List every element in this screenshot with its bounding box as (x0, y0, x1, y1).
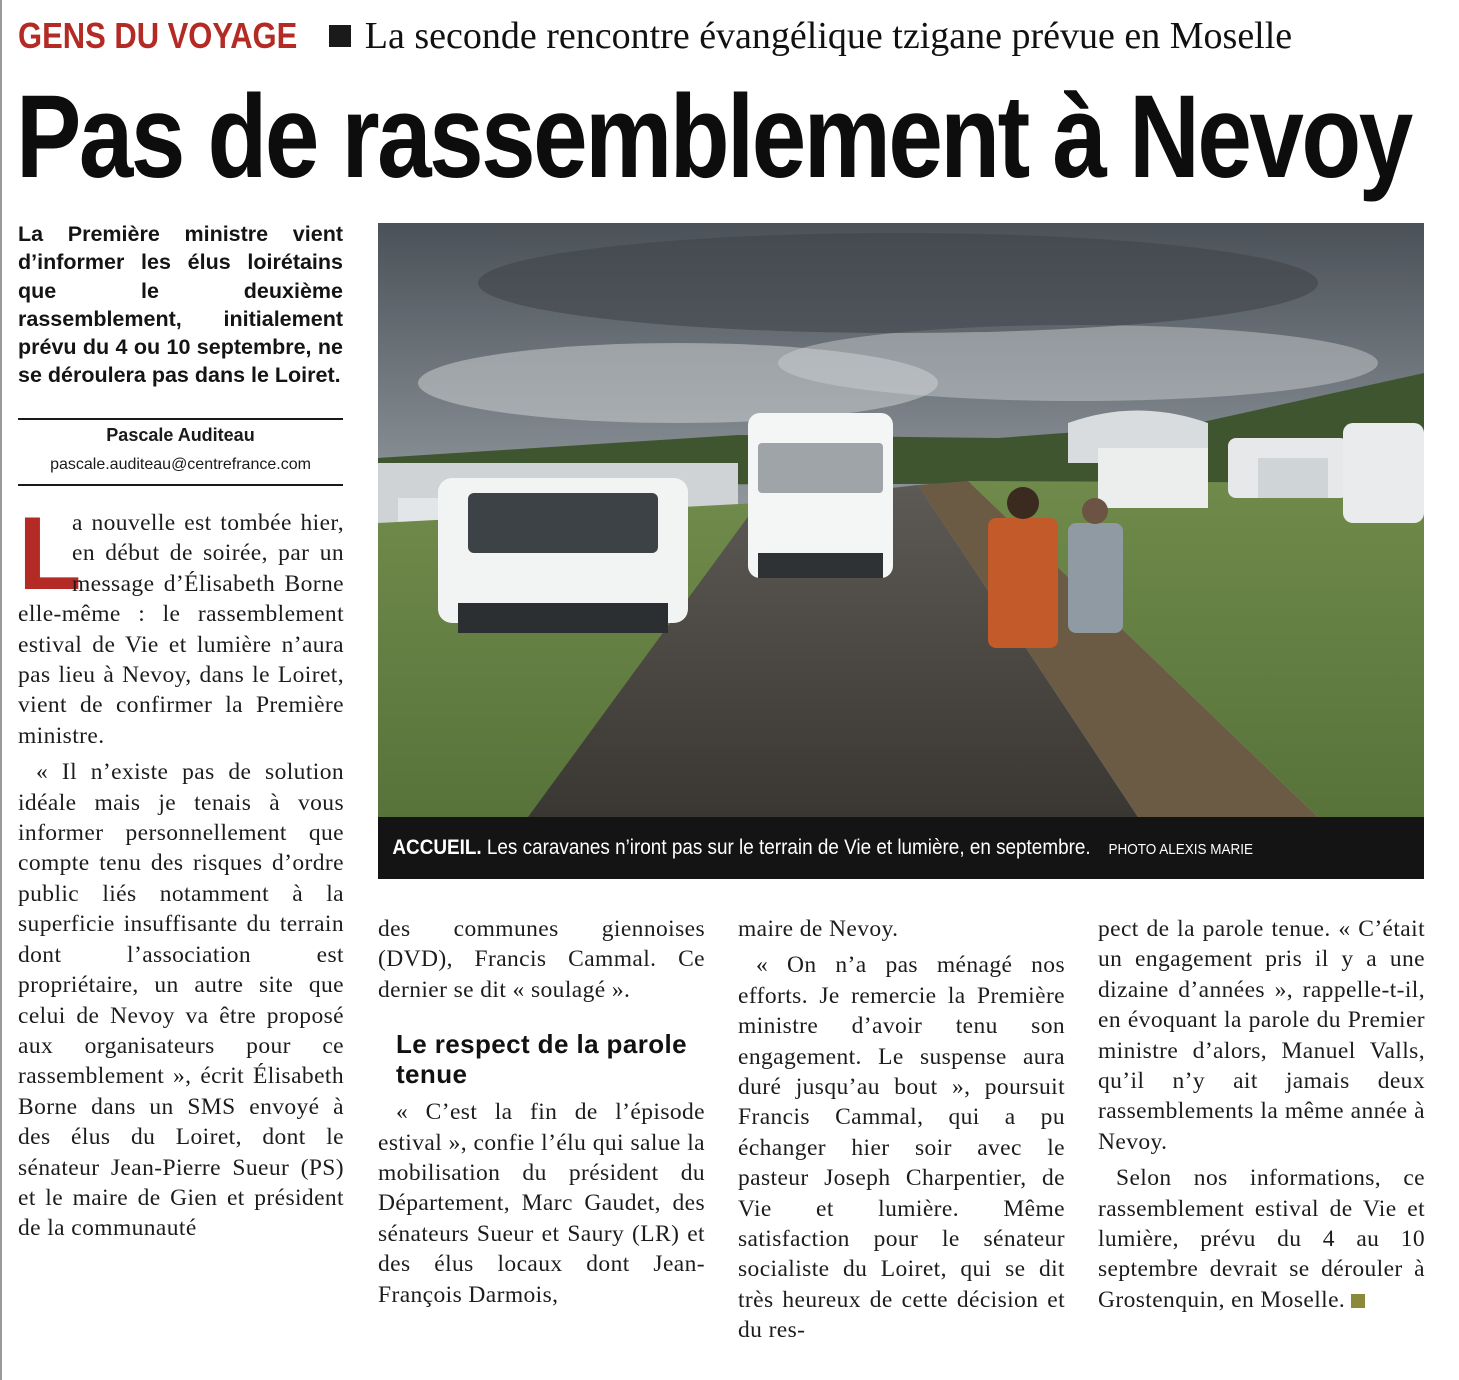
photo-caption (378, 817, 1424, 879)
closing-text: Selon nos informations, ce rassemblement estival de Vie et lumière, prévu du 4 au 10 septembre devrait se dérouler à Grostenquin, en Moselle. (1098, 1165, 1425, 1313)
drop-cap: L (18, 496, 82, 612)
body-column-2 (378, 914, 705, 1310)
body-paragraph-4: « C’est la fin de l’épisode estival », confie l’élu qui salue la mobilisation du président du Département, Marc Gaudet, des sénateurs Sueur et Saury (LR) et des élus locaux dont Jean-François Darmois, (378, 1099, 705, 1308)
body-paragraph-7: pect de la parole tenue. « C’était un engagement pris il y a une dizaine d’années », rappelle-t-il, en évoquant la parole du Premier ministre d’alors, Manuel Valls, qu’il n’y ait jamais deux rassemblements la même année à Nevoy. (1098, 916, 1425, 1155)
lead-paragraph: La Première ministre vient d’informer les élus loirétains que le deuxième rassemblement, initialement prévu du 4 ou 10 septembre, ne se déroulera pas dans le Loiret. (18, 222, 343, 388)
intertitle: Le respect de la parole tenue (396, 1029, 687, 1090)
article-photo (378, 223, 1424, 817)
byline-top-rule (18, 418, 343, 420)
body-column-1 (18, 496, 344, 1244)
page-border-rule (0, 0, 2, 1380)
body-paragraph-3: des communes giennoises (DVD), Francis Cammal. Ce dernier se dit « soulagé ». (378, 916, 705, 1003)
body-column-4 (1098, 914, 1425, 1315)
photo-credit: PHOTO ALEXIS MARIE (1108, 841, 1254, 858)
author-name: Pascale Auditeau (106, 425, 255, 445)
photo-caravans-road (378, 223, 1424, 817)
caption-label: ACCUEIL. (392, 836, 482, 859)
body-column-3 (738, 914, 1065, 1346)
byline-bottom-rule (18, 484, 343, 486)
body-paragraph-2: « Il n’existe pas de solution idéale mais je tenais à vous informer personnellement que compte tenu des risques d’ordre public liés notamment à la superficie insuffisante du terrain dont l’association est propriétaire, un autre site que celui de Nevoy va être proposé aux organisateurs pour ce rassemblement », écrit Élisabeth Borne dans un SMS envoyé à des élus du Loiret, dont le sénateur Jean-Pierre Sueur (PS) et le maire de Gien et président de la communauté (18, 759, 344, 1242)
body-paragraph-1: a nouvelle est tombée hier, en début de soirée, par un message d’Élisabeth Borne elle-même : le rassemblement estival de Vie et lumière n’aura pas lieu à Nevoy, dans le Loiret, vient de confirmer la Première ministre. (18, 510, 344, 749)
body-paragraph-5: maire de Nevoy. (738, 916, 899, 942)
kicker (18, 14, 1438, 70)
body-paragraph-6: « On n’a pas ménagé nos efforts. Je remercie la Première ministre d’avoir tenu son engagement. Le suspense aura duré jusqu’au bout », poursuit Francis Cammal, qui a pu échanger hier soir avec le pasteur Joseph Charpentier, de Vie et lumière. Même satisfaction pour le sénateur socialiste du Loiret, qui se dit très heureux de cette décision et du res- (738, 952, 1065, 1344)
headline: Pas de rassemblement à Nevoy (16, 71, 1411, 203)
rubric-tag: GENS DU VOYAGE (18, 15, 298, 56)
caption-text: Les caravanes n’iront pas sur le terrain de Vie et lumière, en septembre. (486, 836, 1091, 859)
author-email: pascale.auditeau@centrefrance.com (50, 456, 311, 473)
kicker-subtitle: La seconde rencontre évangélique tzigane prévue en Moselle (364, 15, 1293, 57)
body-paragraph-8 (1098, 1163, 1425, 1315)
end-of-article-icon (1351, 1294, 1365, 1308)
square-bullet-icon (329, 25, 351, 47)
